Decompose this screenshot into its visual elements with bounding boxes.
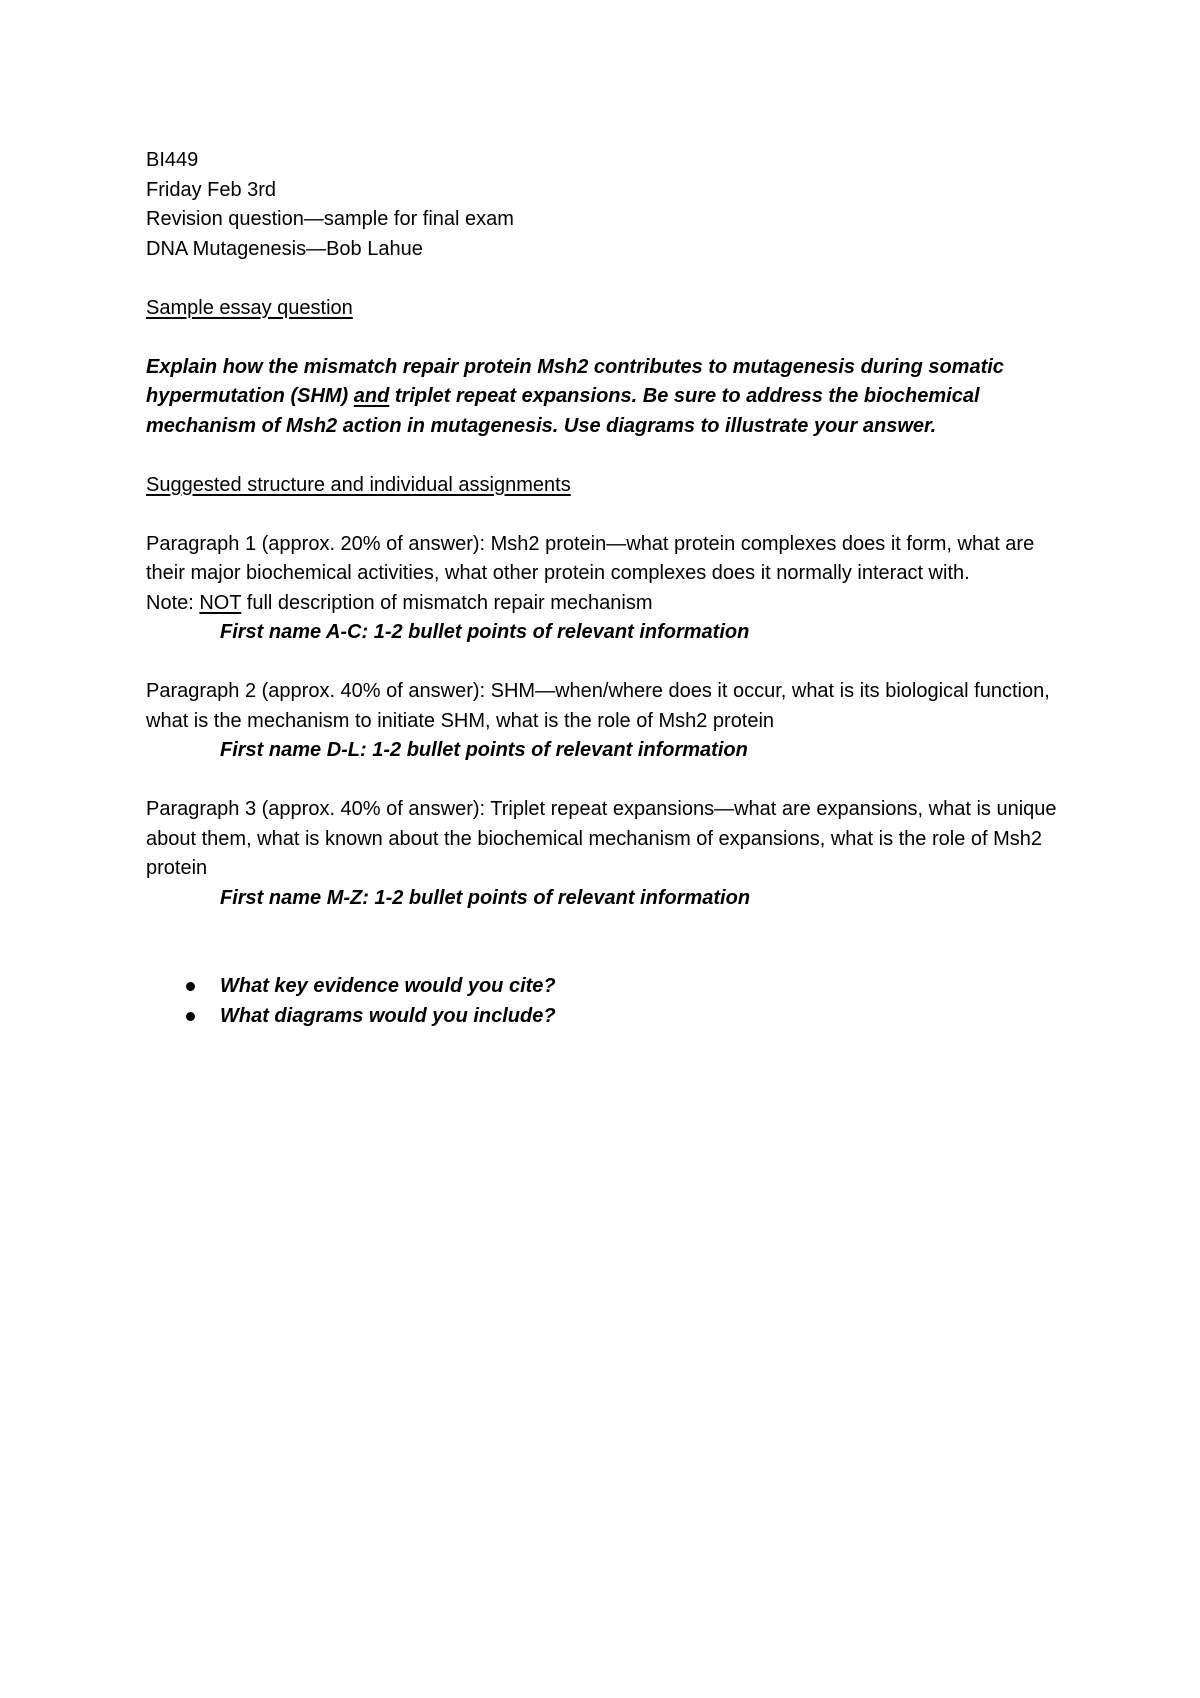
essay-question-and: and <box>353 385 390 407</box>
spacer <box>146 323 1076 353</box>
spacer <box>146 913 1076 943</box>
bullet-list <box>146 972 1076 1031</box>
structure-heading: Suggested structure and individual assignments <box>146 473 571 496</box>
spacer <box>146 943 1076 973</box>
note-prefix: Note: <box>146 591 200 614</box>
paragraph-2-assignment: First name D-L: 1-2 bullet points of relevant information <box>220 739 748 761</box>
note-line <box>146 589 1076 619</box>
essay-question-part2: triplet repeat expansions. Be sure to address the biochemical mechanism of Msh2 action in mutagenesis. Use diagrams to illustrate your answer. <box>146 385 980 437</box>
paragraph-1-assignment: First name A-C: 1-2 bullet points of relevant information <box>220 621 750 643</box>
topic-line: DNA Mutagenesis—Bob Lahue <box>146 237 423 260</box>
bullet-item <box>146 1002 1076 1032</box>
paragraph-2-text: Paragraph 2 (approx. 40% of answer): SHM—when/where does it occur, what is its biological function, what is the mechanism to initiate SHM, what is the role of Msh2 protein <box>146 680 1050 732</box>
course-code: BI449 <box>146 149 199 171</box>
spacer <box>146 766 1076 796</box>
date-line: Friday Feb 3rd <box>146 178 277 201</box>
note-suffix: full description of mismatch repair mechanism <box>241 591 653 614</box>
paragraph-1-text: Paragraph 1 (approx. 20% of answer): Msh2 protein—what protein complexes does it form, what are their major biochemical activities, what other protein complexes does it normally interact with. <box>146 532 1035 584</box>
subtitle-line: Revision question—sample for final exam <box>146 208 514 230</box>
bullet-icon <box>186 982 195 991</box>
essay-question <box>146 353 1076 442</box>
spacer <box>146 648 1076 678</box>
essay-question-part1: Explain how the mismatch repair protein Msh2 contributes to mutagenesis during somatic hypermutation (SHM) <box>146 355 1004 407</box>
paragraph-3-text: Paragraph 3 (approx. 40% of answer): Triplet repeat expansions—what are expansions, what is unique about them, what is known about the biochemical mechanism of expansions, what is the role of Msh2 protein <box>146 798 1057 879</box>
spacer <box>146 264 1076 294</box>
spacer <box>146 500 1076 530</box>
bullet-item-text: What key evidence would you cite? <box>220 975 556 997</box>
bullet-item-text: What diagrams would you include? <box>220 1004 556 1027</box>
document-body <box>146 146 1076 1031</box>
spacer <box>146 441 1076 471</box>
paragraph-3-assignment: First name M-Z: 1-2 bullet points of relevant information <box>220 886 751 909</box>
bullet-icon <box>186 1012 195 1021</box>
essay-heading: Sample essay question <box>146 296 353 319</box>
note-not: NOT <box>199 591 242 614</box>
bullet-item <box>146 972 1076 1002</box>
